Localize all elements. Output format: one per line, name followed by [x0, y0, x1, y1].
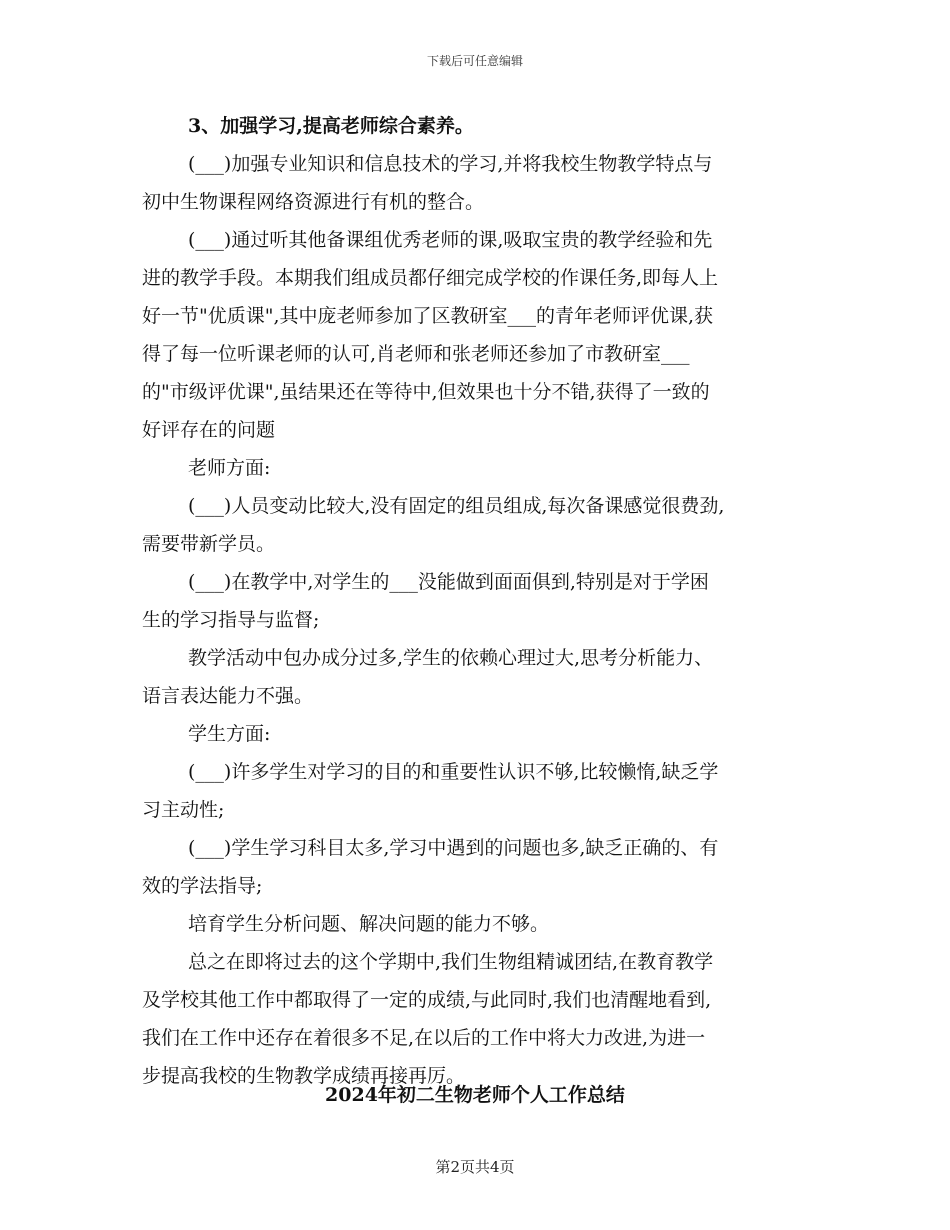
paragraph-line: (___)通过听其他备课组优秀老师的课,吸取宝贵的教学经验和先	[188, 229, 713, 251]
header-note: 下载后可任意编辑	[426, 54, 523, 68]
paragraph-line: 习主动性;	[142, 799, 225, 821]
paragraph-line: 学生方面:	[188, 723, 271, 745]
paragraph-line: 语言表达能力不强。	[142, 685, 314, 707]
paragraph-line: 及学校其他工作中都取得了一定的成绩,与此同时,我们也清醒地看到,	[142, 989, 712, 1011]
paragraph-line: 好一节"优质课",其中庞老师参加了区教研室___的青年老师评优课,获	[142, 305, 714, 327]
paragraph-line: 步提高我校的生物教学成绩再接再厉。	[142, 1065, 466, 1087]
paragraph-line: 总之在即将过去的这个学期中,我们生物组精诚团结,在教育教学	[188, 951, 714, 973]
paragraph-line: (___)加强专业知识和信息技术的学习,并将我校生物教学特点与	[188, 153, 713, 175]
paragraph-line: 生的学习指导与监督;	[142, 609, 320, 631]
paragraph-line: 培育学生分析问题、解决问题的能力不够。	[188, 913, 550, 935]
paragraph-line: 需要带新学员。	[142, 533, 276, 555]
paragraph-line: (___)许多学生对学习的目的和重要性认识不够,比较懒惰,缺乏学	[188, 761, 719, 783]
paragraph-line: 的"市级评优课",虽结果还在等待中,但效果也十分不错,获得了一致的	[142, 381, 710, 403]
paragraph-line: 老师方面:	[188, 457, 271, 479]
paragraph-line: 初中生物课程网络资源进行有机的整合。	[142, 191, 485, 213]
paragraph-line: 进的教学手段。本期我们组成员都仔细完成学校的作课任务,即每人上	[142, 267, 719, 289]
page-footer: 第2页共4页	[435, 1158, 515, 1176]
paragraph-line: (___)学生学习科目太多,学习中遇到的问题也多,缺乏正确的、有	[188, 837, 719, 859]
paragraph-line: 效的学法指导;	[142, 875, 263, 897]
paragraph-line: 我们在工作中还存在着很多不足,在以后的工作中将大力改进,为进一	[142, 1027, 706, 1049]
paragraph-line: 得了每一位听课老师的认可,肖老师和张老师还参加了市教研室___	[142, 343, 690, 365]
section-title: 2024年初二生物老师个人工作总结	[325, 1084, 625, 1106]
paragraph-line: (___)在教学中,对学生的___没能做到面面俱到,特别是对于学困	[188, 571, 709, 593]
paragraph-line: 好评存在的问题	[142, 419, 276, 441]
paragraph-line: 教学活动中包办成分过多,学生的依赖心理过大,思考分析能力、	[188, 647, 714, 669]
section-heading: 3、加强学习,提高老师综合素养。	[188, 115, 474, 137]
paragraph-line: (___)人员变动比较大,没有固定的组员组成,每次备课感觉很费劲,	[188, 495, 725, 517]
